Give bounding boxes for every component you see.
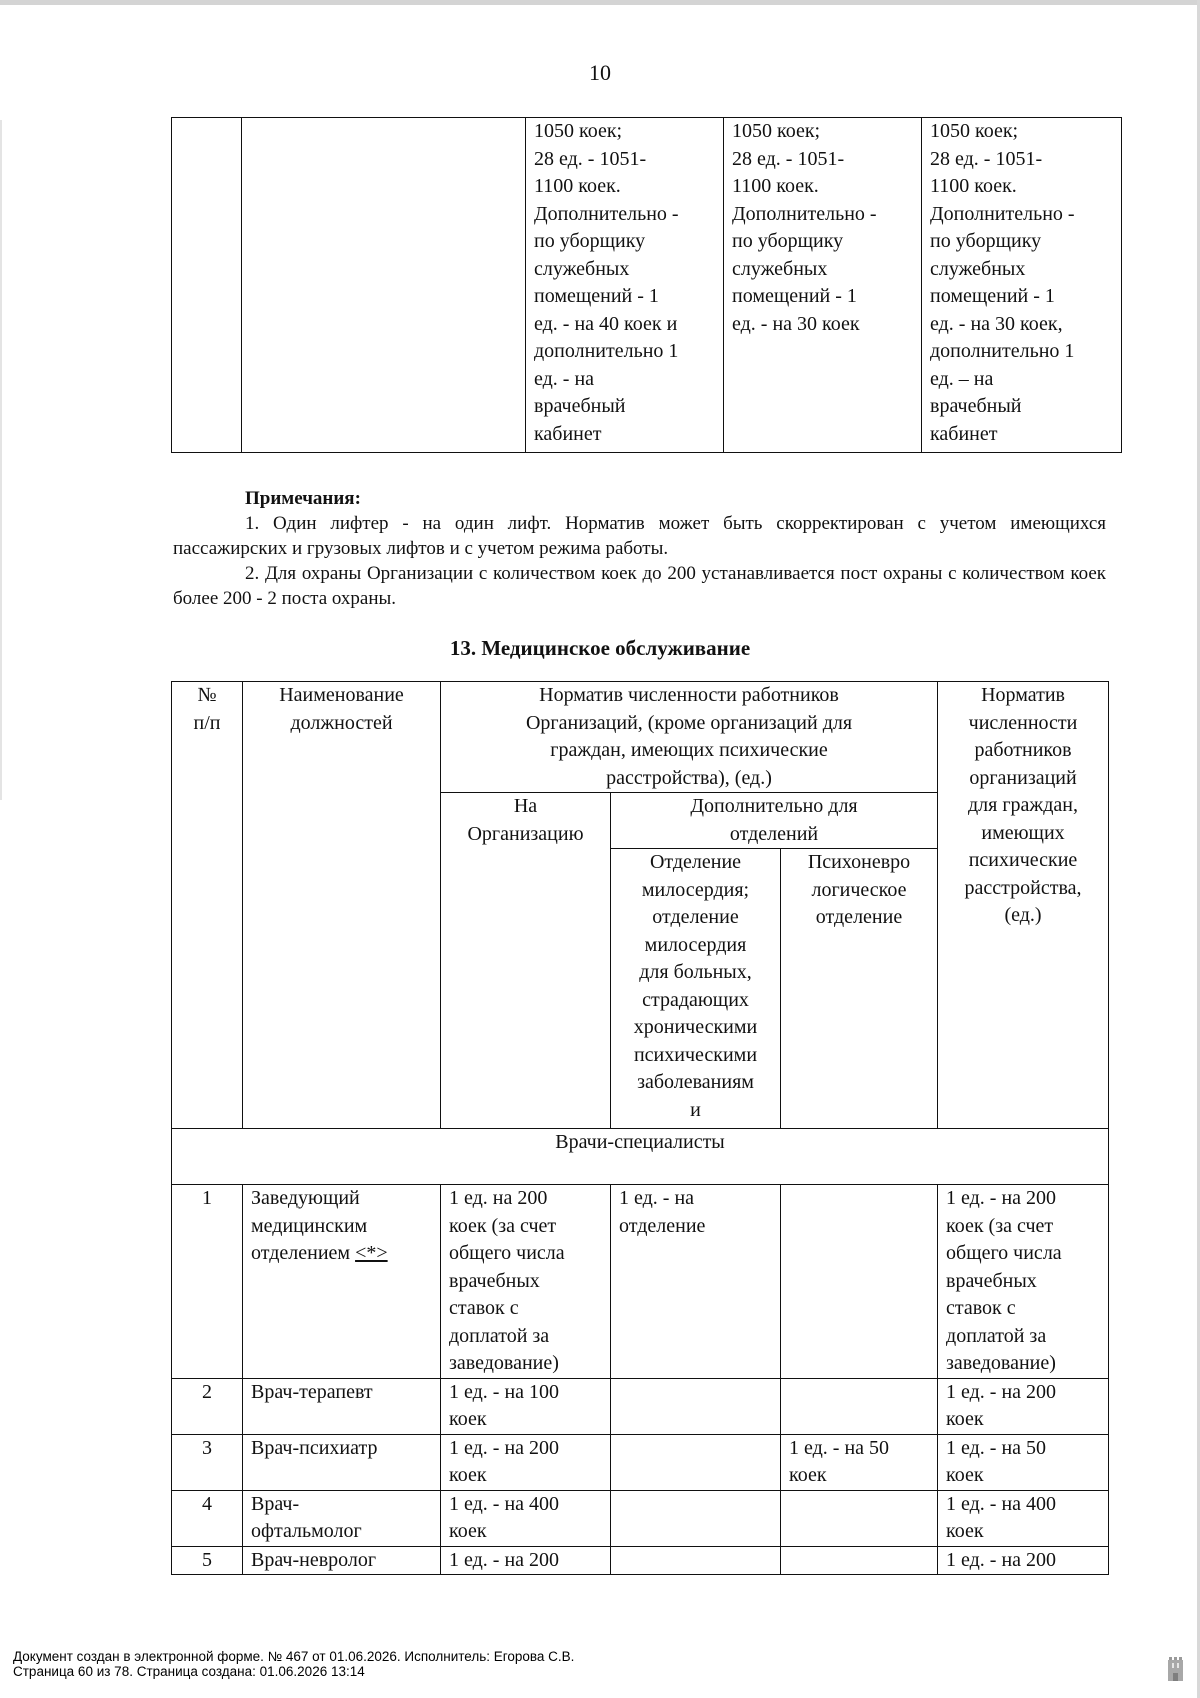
staffing-table — [171, 681, 1109, 1575]
header-norm-general-text: Норматив численности работников Организаций, (кроме организаций для граждан, имеющих психические расстройства), (ед.) — [525, 684, 853, 789]
row-num: 5 — [172, 1546, 243, 1575]
cell-text: 1050 коек; 28 ед. - 1051- 1100 коек. Дополнительно - по уборщику служебных помещений - 1 ед. - на 30 коек, дополнительно 1 ед. – на врачебный кабинет — [930, 120, 1075, 445]
cell-text: 1 ед. - на 400 коек — [946, 1492, 1057, 1542]
cell-text: 1 ед. на 200 коек (за счет общего числа врачебных ставок с доплатой за заведование) — [449, 1187, 565, 1374]
row-mental — [938, 1185, 1109, 1379]
row-psycho — [781, 1546, 938, 1575]
notes-section — [173, 486, 1106, 611]
tower-stamp-icon — [1165, 1655, 1185, 1683]
row-per-org — [441, 1378, 611, 1434]
table-cell — [922, 118, 1122, 453]
row-psycho — [781, 1490, 938, 1546]
scan-edge-top — [0, 0, 1200, 5]
table-row — [172, 1546, 1109, 1575]
row-per-org — [441, 1546, 611, 1575]
table-row — [172, 1490, 1109, 1546]
cell-text: 1 ед. - на 100 коек — [449, 1380, 560, 1430]
footer-line-page-info: Страница 60 из 78. Страница создана: 01.06.2026 13:14 — [13, 1664, 365, 1679]
header-per-org-text: На Организацию — [467, 795, 584, 845]
note-item: 1. Один лифтер - на один лифт. Норматив может быть скорректирован с учетом имеющихся пассажирских и грузовых лифтов и с учетом режима работы. — [173, 513, 1106, 559]
header-mercy-dept-text: Отделение милосердия; отделение милосердия для больных, страдающих хроническими психическими заболеваниям и — [633, 851, 758, 1121]
row-per-org — [441, 1490, 611, 1546]
row-per-org — [441, 1434, 611, 1490]
position-text: Заведующий медицинским отделением — [251, 1187, 368, 1264]
page-number: 10 — [589, 60, 611, 85]
header-cell-norm-general — [441, 682, 938, 793]
position-text: Врач-терапевт — [251, 1380, 373, 1403]
cell-text: 1 ед. - на 50 коек — [946, 1436, 1047, 1486]
table-row — [172, 1378, 1109, 1434]
row-position — [243, 1490, 441, 1546]
row-mental — [938, 1490, 1109, 1546]
footer-line-document-info: Документ создан в электронной форме. № 467 от 01.06.2026. Исполнитель: Егорова С.В. — [13, 1649, 575, 1664]
cell-text: 1050 коек; 28 ед. - 1051- 1100 коек. Дополнительно - по уборщику служебных помещений - 1 ед. - на 40 коек и дополнительно 1 ед. - на врачебный кабинет — [534, 120, 679, 445]
row-psycho — [781, 1378, 938, 1434]
cell-text: 1 ед. - на отделение — [619, 1187, 706, 1237]
row-psycho — [781, 1185, 938, 1379]
cell-text: 1 ед. - на 200 коек — [946, 1380, 1057, 1430]
band-cell — [172, 1129, 1109, 1185]
row-mercy — [611, 1546, 781, 1575]
document-footer — [13, 1649, 574, 1679]
row-mercy — [611, 1434, 781, 1490]
section-title: 13. Медицинское обслуживание — [449, 636, 751, 660]
header-row — [172, 682, 1109, 793]
notes-title: Примечания: — [245, 488, 361, 509]
position-text: Врач-невролог — [251, 1548, 377, 1571]
row-num: 2 — [172, 1378, 243, 1434]
header-norm-mental-text: Норматив численности работников организаций для граждан, имеющих психические расстройства, (ед.) — [964, 684, 1082, 926]
continuation-table — [171, 117, 1122, 453]
header-position-text: Наименование должностей — [279, 684, 404, 734]
row-per-org — [441, 1185, 611, 1379]
position-text: Врач-психиатр — [251, 1436, 378, 1459]
row-mental — [938, 1546, 1109, 1575]
row-mercy — [611, 1490, 781, 1546]
row-position — [243, 1378, 441, 1434]
band-label: Врачи-специалисты — [555, 1131, 725, 1153]
header-cell-mercy-dept — [611, 849, 781, 1129]
band-row — [172, 1129, 1109, 1185]
header-num-text: № п/п — [193, 684, 221, 734]
cell-text: 1 ед. - на 200 — [449, 1548, 560, 1571]
row-position — [243, 1185, 441, 1379]
row-num: 1 — [172, 1185, 243, 1379]
header-cell-norm-mental — [938, 682, 1109, 1129]
table-cell — [724, 118, 922, 453]
header-cell-psycho-dept — [781, 849, 938, 1129]
cell-text: 1050 коек; 28 ед. - 1051- 1100 коек. Дополнительно - по уборщику служебных помещений - 1 ед. - на 30 коек — [732, 120, 877, 335]
table-cell — [172, 118, 242, 453]
row-position — [243, 1546, 441, 1575]
note-item: 2. Для охраны Организации с количеством коек до 200 устанавливается пост охраны с количеством коек более 200 - 2 поста охраны. — [173, 563, 1106, 609]
cell-text: 1 ед. - на 400 коек — [449, 1492, 560, 1542]
table-row — [172, 1185, 1109, 1379]
table-cell — [242, 118, 526, 453]
table-cell — [526, 118, 724, 453]
row-psycho — [781, 1434, 938, 1490]
scan-edge-left — [0, 120, 2, 800]
footnote-link[interactable]: <*> — [355, 1242, 388, 1264]
row-mental — [938, 1378, 1109, 1434]
cell-text: 1 ед. - на 50 коек — [789, 1436, 890, 1486]
header-psycho-dept-text: Психоневро логическое отделение — [807, 851, 911, 928]
header-cell-position — [243, 682, 441, 1129]
header-additional-text: Дополнительно для отделений — [690, 795, 858, 845]
row-position — [243, 1434, 441, 1490]
row-mental — [938, 1434, 1109, 1490]
row-mercy — [611, 1185, 781, 1379]
cell-text: 1 ед. - на 200 коек — [449, 1436, 560, 1486]
row-num: 3 — [172, 1434, 243, 1490]
position-text: Врач- офтальмолог — [251, 1492, 362, 1542]
cell-text: 1 ед. - на 200 — [946, 1548, 1057, 1571]
table-row — [172, 118, 1122, 453]
header-cell-additional — [611, 793, 938, 849]
row-mercy — [611, 1378, 781, 1434]
header-cell-num — [172, 682, 243, 1129]
header-cell-per-org — [441, 793, 611, 1129]
row-num: 4 — [172, 1490, 243, 1546]
table-row — [172, 1434, 1109, 1490]
cell-text: 1 ед. - на 200 коек (за счет общего числа врачебных ставок с доплатой за заведование) — [946, 1187, 1062, 1374]
